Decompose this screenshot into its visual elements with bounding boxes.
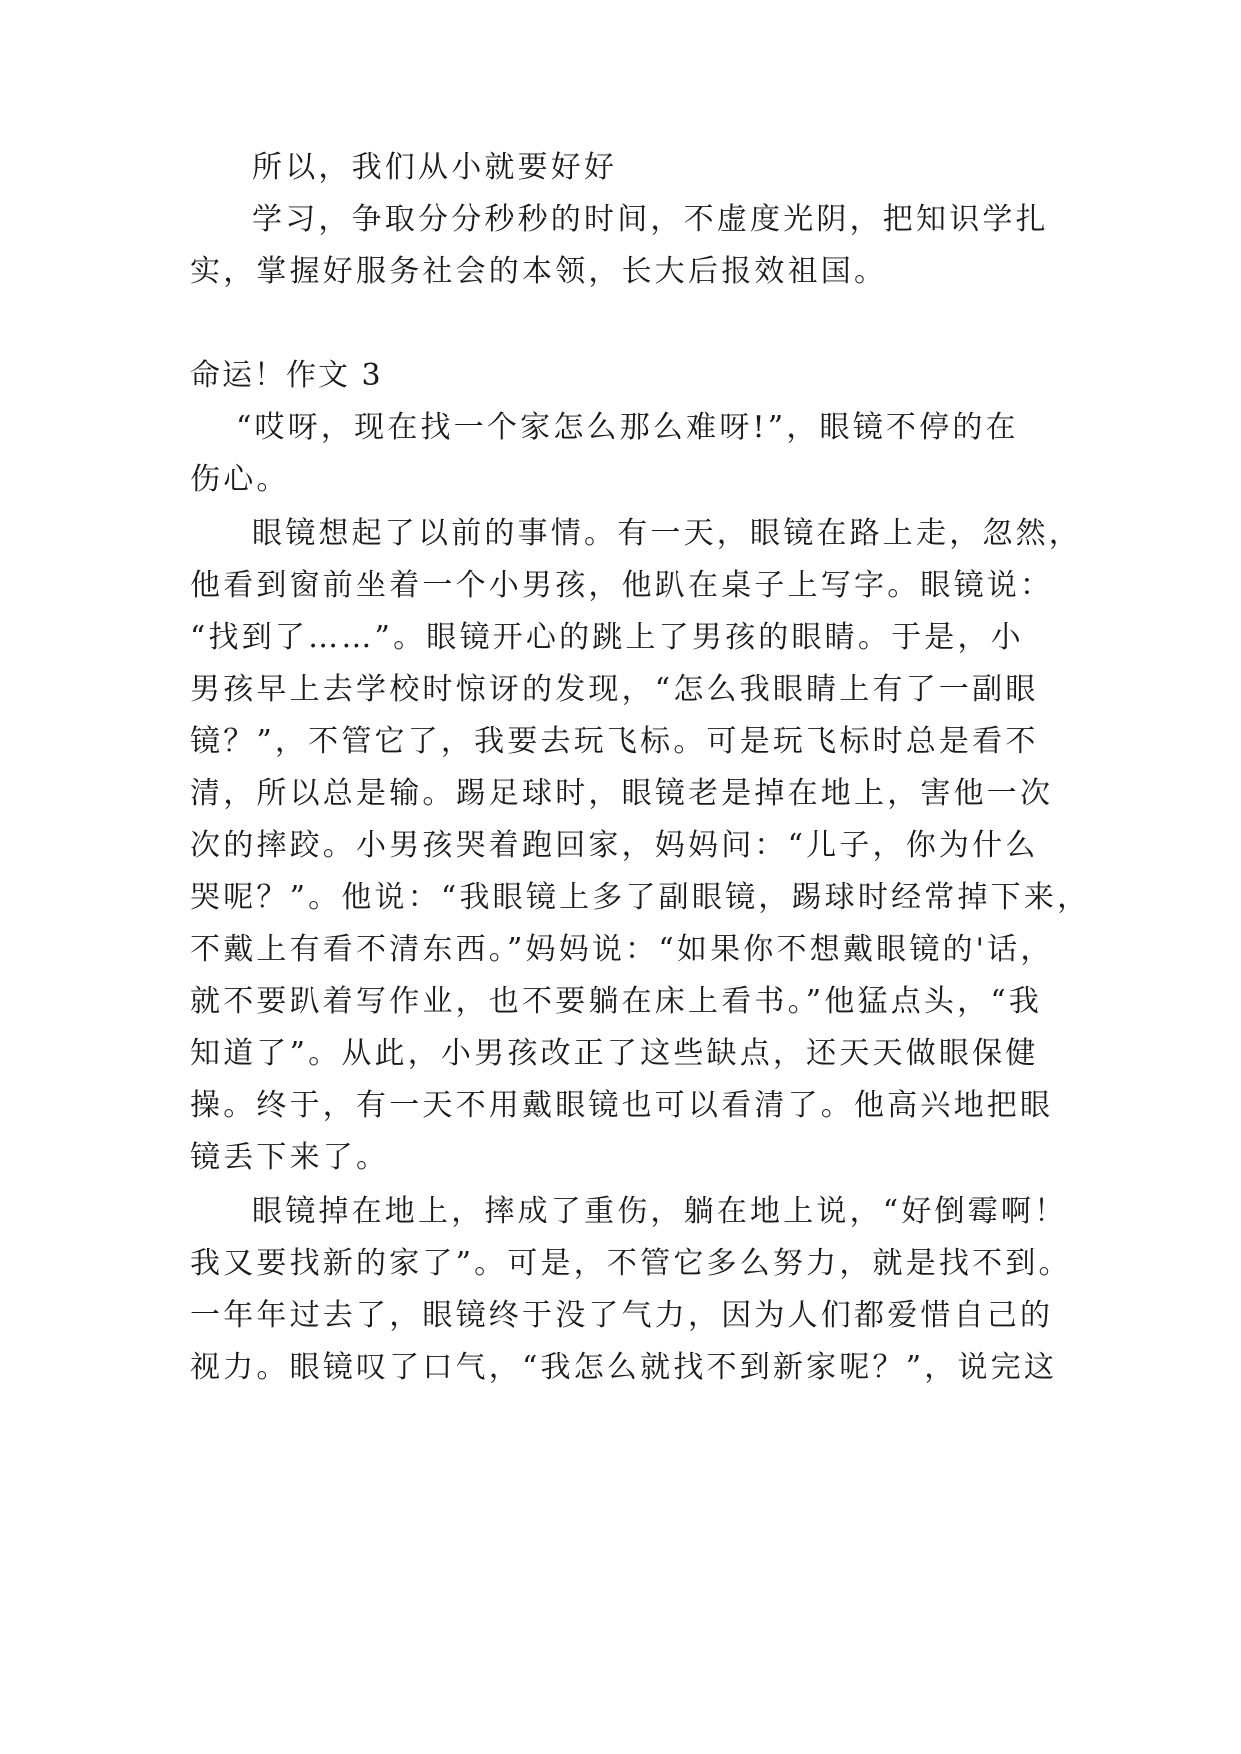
paragraph-line: 视力。眼镜叹了口气，“我怎么就找不到新家呢？”，说完这 xyxy=(190,1350,1058,1385)
intro-line-1: 所以，我们从小就要好好 xyxy=(252,150,618,185)
intro-line-2: 学习，争取分分秒秒的时间，不虚度光阴，把知识学扎 xyxy=(252,202,1049,237)
paragraph-line: 镜丢下来了。 xyxy=(190,1140,390,1175)
paragraph-line: 一年年过去了，眼镜终于没了气力，因为人们都爱惜自己的 xyxy=(190,1298,1054,1333)
paragraph-line: 操。终于，有一天不用戴眼镜也可以看清了。他高兴地把眼 xyxy=(190,1088,1054,1123)
paragraph-line: 哭呢？”。他说：“我眼镜上多了副眼镜，踢球时经常掉下来， xyxy=(190,880,1091,915)
paragraph-line: “找到了……”。眼镜开心的跳上了男孩的眼睛。于是，小 xyxy=(190,620,1024,655)
paragraph-line: 清，所以总是输。踢足球时，眼镜老是掉在地上，害他一次 xyxy=(190,776,1054,811)
paragraph-line: 眼镜掉在地上，摔成了重伤，躺在地上说，“好倒霉啊！ xyxy=(252,1194,1068,1229)
paragraph-line: 伤心。 xyxy=(190,462,290,497)
paragraph-line: 次的摔跤。小男孩哭着跑回家，妈妈问：“儿子，你为什么 xyxy=(190,828,1039,863)
essay-heading: 命运！作文 3 xyxy=(190,358,383,393)
paragraph-line: 男孩早上去学校时惊讶的发现，“怎么我眼睛上有了一副眼 xyxy=(190,672,1039,707)
paragraph-line: 就不要趴着写作业，也不要躺在床上看书。”他猛点头，“我 xyxy=(190,984,1043,1019)
paragraph-line: 我又要找新的家了”。可是，不管它多么努力，就是找不到。 xyxy=(190,1246,1072,1281)
paragraph-line: 眼镜想起了以前的事情。有一天，眼镜在路上走，忽然， xyxy=(252,516,1082,551)
intro-line-3: 实，掌握好服务社会的本领，长大后报效祖国。 xyxy=(190,254,888,289)
paragraph-line: 他看到窗前坐着一个小男孩，他趴在桌子上写字。眼镜说： xyxy=(190,568,1054,603)
paragraph-line: “哎呀，现在找一个家怎么那么难呀!”，眼镜不停的在 xyxy=(236,410,1019,445)
paragraph-line: 知道了”。从此，小男孩改正了这些缺点，还天天做眼保健 xyxy=(190,1036,1039,1071)
paragraph-line: 不戴上有看不清东西。”妈妈说：“如果你不想戴眼镜的'话， xyxy=(190,932,1054,967)
paragraph-line: 镜？”，不管它了，我要去玩飞标。可是玩飞标时总是看不 xyxy=(190,724,1039,759)
